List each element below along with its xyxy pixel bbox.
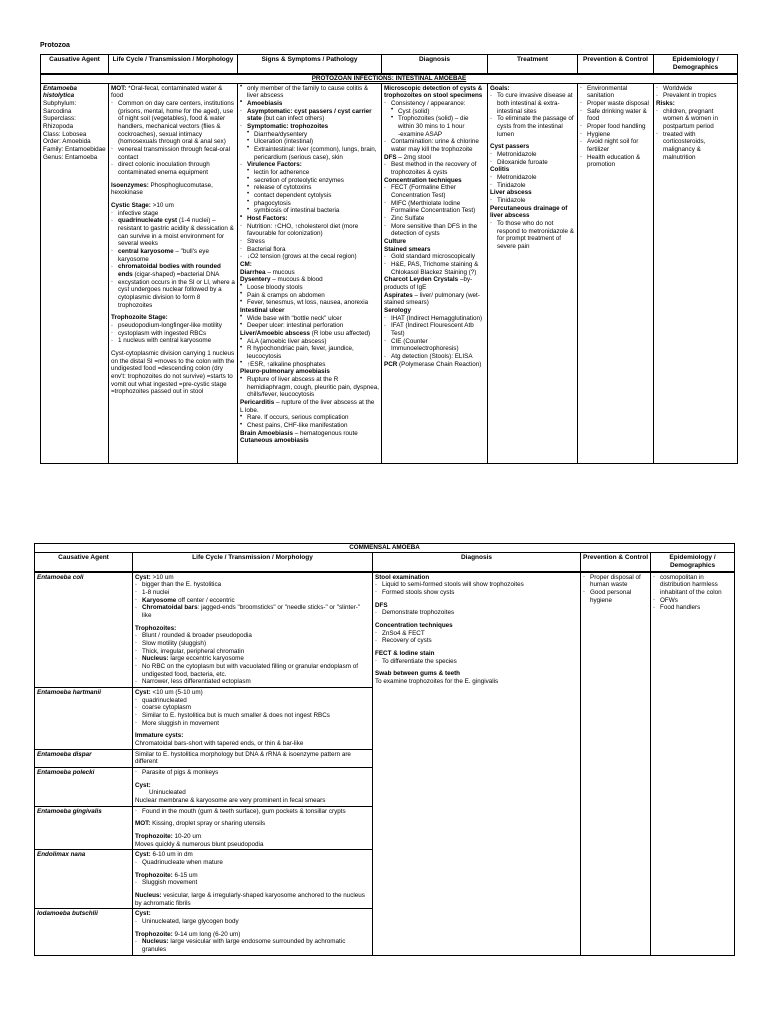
- agent-cell: [41, 83, 109, 463]
- list-item: ◦ coarse cytoplasm: [135, 704, 370, 712]
- aspirates-text: – liver/ pulmonary (wet-stained smears): [384, 291, 480, 307]
- tropho-text: 10-20 um: [174, 833, 202, 840]
- diagnosis-cell: [373, 572, 581, 956]
- charcot-label: Charcot Leyden Crystals: [384, 276, 459, 284]
- agent-name: Entamoeba histolytica: [43, 84, 77, 100]
- list-item: • lectin for adherence: [240, 169, 379, 177]
- list-item: ◦ Parasite of pigs & monkeys: [135, 769, 370, 777]
- isoenzymes-text: Phosphoglucomutase, hexokinase: [111, 181, 213, 197]
- list-item: ◦ Formed stools show cysts: [375, 589, 578, 597]
- list-item: ◦ Found in the mouth (gum & teeth surface), gum pockets & tonsillar crypts: [135, 808, 370, 816]
- table-header-row: [35, 552, 735, 571]
- dfs-label: DFS: [384, 153, 397, 161]
- list-item: [135, 604, 370, 619]
- lifecycle-cell: [133, 806, 373, 850]
- list-item: ◦ Avoid night soil for fertilizer: [580, 138, 651, 153]
- immature-label: Immature cysts:: [135, 732, 184, 740]
- chromatoidal-label: Chromatoidal bars: [142, 604, 198, 612]
- list-item: ◦ IFAT (Indirect Flourescent Atb Test): [384, 322, 485, 337]
- epidemiology-cell: [651, 572, 735, 956]
- list-item: ◦ Bacterial flora: [240, 246, 379, 254]
- list-item: • only member of the family to cause colitis & liver abscess: [240, 85, 379, 100]
- lifecycle-cell: [109, 83, 238, 463]
- column-header: Treatment: [488, 55, 578, 74]
- table-row: [35, 572, 735, 688]
- pcr-text: (Polymerase Chain Reaction): [399, 360, 482, 368]
- diarrhea-label: Diarrhea: [240, 268, 266, 276]
- list-item: [135, 597, 370, 605]
- cm-label: CM:: [240, 260, 252, 268]
- tropho-label: Trophozoite:: [135, 930, 173, 938]
- cystic-label: Cystic Stage:: [111, 201, 151, 209]
- quad-label: quadrinucleate cyst: [118, 217, 178, 225]
- pericarditis-label: Pericarditis: [240, 399, 275, 407]
- agent-name: Iodamoeba butschlii: [35, 909, 133, 955]
- list-item: ◦ Consistency / appearance:: [384, 100, 485, 108]
- list-item: • Fever, tenesmus, wt loss, nausea, anorexia: [240, 299, 379, 307]
- list-item: ◦ Diloxanide furoate: [490, 159, 575, 167]
- list-item: ◦ Sluggish movement: [135, 879, 370, 887]
- list-item: ◦ To differentiate the species: [375, 658, 578, 666]
- list-item: ◦ Quadrinucleate when mature: [135, 859, 370, 867]
- list-item: ◦ Nutrition: ↑CHO, ↑cholesterol diet (more favourable for colonization): [240, 223, 379, 238]
- column-header: Diagnosis: [373, 552, 581, 571]
- column-header: Life Cycle / Transmission / Morphology: [133, 552, 373, 571]
- dysentery-text: – mucous & blood: [272, 276, 323, 284]
- tropho-label: Trophozoite:: [135, 871, 173, 879]
- column-header: Epidemiology / Demographics: [654, 55, 738, 74]
- list-item: ◦ Liquid to semi-formed stools will show trophozoites: [375, 581, 578, 589]
- list-item: ◦ IHAT (Indirect Hemagglutination): [384, 315, 485, 323]
- brain-label: Brain Amoebiasis: [240, 429, 293, 437]
- list-item: ◦ infective stage: [111, 210, 235, 218]
- agent-name: Entamoeba dispar: [35, 749, 133, 767]
- protozoa-table: [40, 54, 738, 464]
- agent-name: Entamoeba polecki: [35, 767, 133, 806]
- cyst-label: Cyst:: [135, 851, 151, 859]
- chromatoidal-text: (cigar-shaped) =bacterial DNA: [134, 270, 220, 278]
- list-item: ◦ direct colonic inoculation through contaminated enema equipment: [111, 161, 235, 176]
- list-item: • R hypochondriac pain, fever, jaundice, leucocytosis: [240, 345, 379, 360]
- taxonomy-line: Family: Entamoebidae: [43, 145, 106, 153]
- list-item: ◦ Slow motility (sluggish): [135, 640, 370, 648]
- cyst-text: >10 um: [152, 573, 174, 581]
- list-item: ◦ Thick, irregular, peripheral chromatin: [135, 648, 370, 656]
- list-item: • Ulceration (intestinal): [240, 138, 379, 146]
- cyst-label: Cyst:: [135, 688, 151, 696]
- taxonomy-line: Subphylum: Sarcodina: [43, 99, 77, 115]
- list-item: ◦ Prevalent in tropics: [656, 92, 735, 100]
- list-item: • Rupture of liver abscess at the R hemidiaphragm, cough, pleuritic pain, dyspnea, chills/fever, leucocytosis: [240, 376, 379, 399]
- list-item: ◦ Tinidazole: [490, 197, 575, 205]
- ulcer-label: Intestinal ulcer: [240, 307, 285, 314]
- list-item: [240, 108, 379, 123]
- list-item: ◦ Health education & promotion: [580, 154, 651, 169]
- karyosome-text: off center / eccentric: [178, 596, 235, 604]
- list-item: • release of cytotoxins: [240, 184, 379, 192]
- lifecycle-cell: [133, 909, 373, 955]
- list-item: • Wide base with "bottle neck" ulcer: [240, 315, 379, 323]
- list-item: ◦ FECT (Formaline Ether Concentration Test): [384, 184, 485, 199]
- signs-cell: [238, 83, 382, 463]
- list-item: ◦ Good personal hygiene: [583, 589, 648, 604]
- column-header: Signs & Symptoms / Pathology: [238, 55, 382, 74]
- swab-text: To examine trophozoites for the E. gingivalis: [375, 677, 499, 685]
- serology-label: Serology: [384, 307, 411, 314]
- tropho-label: Trophozoite:: [135, 833, 173, 840]
- chromatoidal-label: chromatoidal bodies with rounded ends: [118, 263, 221, 278]
- mot-label: MOT:: [111, 84, 127, 92]
- aspirates-label: Aspirates: [384, 291, 413, 299]
- list-item: ◦ Environmental sanitation: [580, 85, 651, 100]
- karyosome-label: Karyosome: [142, 596, 177, 604]
- tropho-label: Trophozoite Stage:: [111, 314, 168, 322]
- list-item: ◦ Safe drinking water & food: [580, 108, 651, 123]
- list-item: ◦ ↓O2 tension (grows at the cecal region): [240, 253, 379, 261]
- table-header-row: [41, 55, 738, 74]
- agent-name: Entamoeba coli: [35, 572, 133, 688]
- agent-name: Endolimax nana: [35, 850, 133, 909]
- list-item: • phagocytosis: [240, 200, 379, 208]
- list-item: • ↑ESR, ↑alkaline phosphates: [240, 361, 379, 369]
- nucleus-text: vesicular, large & irregularly-shaped karyosome anchored to the nucleus by achromatic fibrils: [135, 892, 365, 907]
- cyst-text: Uninucleated: [149, 789, 186, 797]
- cyst-label: Cyst:: [135, 573, 151, 581]
- list-item: ◦ Metronidazole: [490, 151, 575, 159]
- asymptomatic-note: (but can infect others): [263, 115, 325, 123]
- list-item: • Trophozoites (solid) – die within 30 mins to 1 hour: [384, 115, 485, 130]
- list-item: ◦ Recovery of cysts: [375, 637, 578, 645]
- list-item: ◦ children, pregnant women & women in postpartum period: [656, 108, 735, 131]
- taxonomy-line: Class: Lobosea: [43, 130, 87, 138]
- list-item: • Extraintestinal: liver (common), lungs, brain, pericardium (serious case), skin: [240, 146, 379, 161]
- list-item: ◦ Stress: [240, 238, 379, 246]
- stained-label: Stained smears: [384, 245, 431, 253]
- mot-text: Kissing, droplet spray or sharing utensils: [152, 820, 266, 828]
- list-item: ◦ ZnSo4 & FECT: [375, 630, 578, 638]
- page-title: Protozoa: [40, 42, 70, 49]
- liver-label: Liver/Amoebic abscess: [240, 330, 311, 338]
- lifecycle-cell: [133, 850, 373, 909]
- treatment-cell: [488, 83, 578, 463]
- cyst-label: Cyst:: [135, 910, 151, 918]
- lifecycle-cell: [133, 572, 373, 688]
- list-item: ◦ To eliminate the passage of cysts from the intestinal lumen: [490, 115, 575, 138]
- list-item: ◦ Proper disposal of human waste: [583, 574, 648, 589]
- list-item: ◦ Metronidazole: [490, 174, 575, 182]
- liver-text: (R lobe usu affected): [311, 330, 371, 338]
- tropho-label: Trophozoites:: [135, 624, 177, 632]
- list-item: ◦ cosmopolitan in distribution harmless inhabitant of the colon: [653, 574, 732, 597]
- list-item: • Host Factors:: [240, 215, 379, 223]
- list-item: ◦ To cure invasive disease at both intestinal & extra-intestinal sites: [490, 92, 575, 115]
- list-item: • secretion of proteolytic enzymes: [240, 177, 379, 185]
- list-item: ◦ Proper waste disposal: [580, 100, 651, 108]
- tropho-text: Moves quickly & numerous blunt pseudopodia: [135, 840, 264, 848]
- list-item: ◦ quadrinucleated: [135, 697, 370, 705]
- list-item: ◦ MIFC (Merthiolate Iodine Formaline Concentration Test): [384, 200, 485, 215]
- list-item: ◦ Gold standard microscopically: [384, 253, 485, 261]
- goals-label: Goals:: [490, 84, 510, 92]
- list-item: • Diarrhea/dysentery: [240, 131, 379, 139]
- list-item: ◦ Common on day care centers, institutions (prisons, mental, home for the aged), use of night soil (vegetables), food & water handlers, mechanical vectors (flies & cockroaches), sexual intimacy (homosexuals through oral & anal sex): [111, 100, 235, 146]
- brain-text: – hematogenous route: [294, 429, 358, 437]
- list-item: ◦ To those who do not respond to metronidazole & for prompt treatment of severe pain: [490, 220, 575, 251]
- list-item: • Pain & cramps on abdomen: [240, 292, 379, 300]
- mot-label: MOT:: [135, 820, 151, 828]
- list-item: [135, 938, 370, 953]
- list-item: ◦ Proper food handling: [580, 123, 651, 131]
- pericarditis-text: – rupture of the liver abscess at the L lobe.: [240, 399, 375, 414]
- list-item: ◦ 1-8 nuclei: [135, 589, 370, 597]
- list-item: ◦ OFWs: [653, 597, 732, 605]
- dfs-text: – 2mg stool: [398, 153, 431, 161]
- list-item: ◦ CIE (Counter Immunoelectrophoresis): [384, 338, 485, 353]
- list-item: ◦ Worldwide: [656, 85, 735, 93]
- list-item: ◦ More sensitive than DFS in the detection of cysts: [384, 223, 485, 238]
- section-title: [41, 74, 738, 83]
- list-item: ◦ Virulence Factors:: [240, 161, 379, 169]
- cyst-text: 6-10 um in dm: [152, 851, 193, 859]
- list-item: ◦ Similar to E. hystolitica but is much smaller & does not ingest RBCs: [135, 712, 370, 720]
- list-item: ◦ excystation occurs in the SI or LI, where a cyst undergoes nuclear followed by a cytoplasmic division to form 8 trophozoites: [111, 279, 235, 310]
- list-item: • Loose bloody stools: [240, 284, 379, 292]
- list-item: • Cyst (solid): [384, 108, 485, 116]
- table-row: [41, 83, 738, 463]
- nucleus-text: large eccentric karyosome: [170, 655, 244, 663]
- list-item: • symbiosis of intestinal bacteria: [240, 207, 379, 215]
- list-item: ◦ Demonstrate trophozoites: [375, 609, 578, 617]
- mot-text: *Oral-fecal, contaminated water & food: [111, 84, 223, 100]
- list-item: ◦ 1 nucleus with central karyosome: [111, 337, 235, 345]
- tropho-text: 6-15 um: [174, 871, 198, 879]
- cyst-text: <10 um (5-10 um): [152, 688, 203, 696]
- nucleus-label: Nucleus:: [135, 892, 162, 900]
- culture-label: Culture: [384, 237, 407, 245]
- list-item: ◦ treated with corticosteroids, malignancy & malnutrition: [656, 131, 735, 162]
- agent-name: Entamoeba hartmanii: [35, 687, 133, 749]
- consistency-tail: -examine ASAP: [398, 130, 443, 138]
- list-item: ◦ Tinidazole: [490, 182, 575, 190]
- charcot-text: –by-products of IgE: [384, 276, 473, 291]
- list-item: ◦ Symptomatic: trophozoites: [240, 123, 379, 131]
- section-title-text: COMMENSAL AMOEBA: [349, 544, 420, 551]
- pleuro-label: Pleuro-pulmonary amoebiasis: [240, 368, 330, 376]
- list-item: ◦ venereal transmission through fecal-oral contact: [111, 146, 235, 161]
- column-header: Causative Agent: [41, 55, 109, 74]
- cyst-label: Cyst:: [135, 781, 151, 789]
- nucleus-label: Nucleus:: [142, 655, 169, 663]
- column-header: Prevention & Control: [578, 55, 654, 74]
- list-item: ◦ cystoplasm with ingested RBCs: [111, 330, 235, 338]
- conc-label: Concentration techniques: [375, 621, 453, 629]
- lifecycle-cell: [133, 687, 373, 749]
- section-title: [35, 544, 735, 553]
- quad-text: (1-4 nuclei) – resistant to gastric acidity & dessication & can survive in a moist environment for several weeks: [118, 217, 234, 248]
- lifecycle-cell: Similar to E. hystolitica morphology but DNA & rRNA & isoenzyme pattern are different: [133, 749, 373, 767]
- column-header: Causative Agent: [35, 552, 133, 571]
- liver-abscess-label: Liver abscess: [490, 189, 532, 197]
- conc-label: Concentration techniques: [384, 176, 462, 184]
- list-item: ◦ Best method in the recovery of trophozoites & cysts: [384, 161, 485, 176]
- list-item: ◦ No RBC on the cytoplasm but with vacuolated filling or granular endoplasm of undigested food, bacteria, etc.: [135, 663, 370, 678]
- list-item: ◦ Contamination: urine & chlorine water may kill the trophozoite: [384, 138, 485, 153]
- agent-name: Entamoeba gingivalis: [35, 806, 133, 850]
- epidemiology-cell: [654, 83, 738, 463]
- list-item: ◦ More sluggish in movement: [135, 720, 370, 728]
- list-item: • contact dependent cytolysis: [240, 192, 379, 200]
- colitis-label: Colitis: [490, 166, 510, 174]
- column-header: Life Cycle / Transmission / Morphology: [109, 55, 238, 74]
- list-item: ◦ Hygiene: [580, 131, 651, 139]
- list-item: ◦ pseudopodium-longfinger-like motility: [111, 322, 235, 330]
- risks-label: Risks:: [656, 99, 675, 107]
- central-label: central karyosome: [118, 247, 174, 255]
- prevention-cell: [581, 572, 651, 956]
- central-text: – "bull's eye karyosome: [118, 247, 209, 263]
- dfs-label: DFS: [375, 601, 388, 609]
- list-item: [111, 248, 235, 263]
- cyst-text: Nuclear membrane & karyosome are very prominent in fecal smears: [135, 796, 326, 804]
- taxonomy-line: Genus: Entamoeba: [43, 153, 98, 161]
- cytoplasmic-paragraph: Cyst-cytoplasmic division carrying 1 nucleus on the distal SI =moves to the colon with the undigested food =descending colon (dry env't: trophozoites do not survive) =starts to vomit out what ingested =pre-cystic stage =trophozoites passed out in stool: [111, 350, 235, 396]
- list-item: ◦ Food handlers: [653, 604, 732, 612]
- list-item: ◦ Narrower, less differentiated ectoplasm: [135, 678, 370, 686]
- column-header: Prevention & Control: [581, 552, 651, 571]
- list-item: ◦ Zinc Sulfate: [384, 215, 485, 223]
- list-item: ◦ Atg detection (Stools): ELISA: [384, 353, 485, 361]
- nucleus-label: Nucleus:: [142, 938, 169, 946]
- swab-label: Swab between gums & teeth: [375, 670, 461, 678]
- cutaneous-label: Cutaneous amoebiasis: [240, 437, 309, 445]
- nucleus-text: large vesicular with large endosome surrounded by achromatic granules: [142, 938, 346, 954]
- list-item: [111, 263, 235, 278]
- tropho-text: 9-14 um long (6-20 um): [174, 930, 241, 938]
- list-item: ◦ Blunt / rounded & broader pseudopodia: [135, 632, 370, 640]
- prevention-cell: [578, 83, 654, 463]
- immature-text: Chromatoidal bars-short with tapered ends, or thin & bar-like: [135, 739, 304, 747]
- pcr-label: PCR: [384, 360, 398, 368]
- chromatoidal-text: : jagged-ends "broomsticks" or "needle sticks-" or "slinter-" like: [142, 604, 361, 619]
- lifecycle-cell: [133, 767, 373, 806]
- commensal-table: [34, 543, 735, 956]
- cystic-text: >10 um: [152, 201, 174, 209]
- list-item: • Rare. If occurs, serious complication: [240, 414, 379, 422]
- micro-label: Microscopic detection of cysts & trophozoites on stool specimens: [384, 84, 483, 100]
- asymptomatic-label: Asymptomatic: cyst passers / cyst carrier state: [247, 107, 372, 123]
- dysentery-label: Dysentery: [240, 276, 271, 284]
- list-item: • Chest pains, CHF-like manifestation: [240, 422, 379, 430]
- list-item: • ALA (amoebic liver abscess): [240, 338, 379, 346]
- perc-label: Percutaneous drainage of liver abscess: [490, 204, 568, 220]
- stool-label: Stool examination: [375, 573, 430, 581]
- section-title-text: PROTOZOAN INFECTIONS: INTESTINAL AMOEBAE: [311, 74, 467, 82]
- taxonomy-line: Superclass: Rhizopoda: [43, 115, 76, 130]
- list-item: • Deeper ulcer: intestinal perforation: [240, 322, 379, 330]
- list-item: ◦ H&E, PAS, Trichome staining & Chlokasol Blackez Staining (?): [384, 261, 485, 276]
- list-item: • Amoebiasis: [240, 100, 379, 108]
- list-item: [111, 217, 235, 248]
- list-item: [135, 655, 370, 663]
- list-item: ◦ bigger than the E. hystolitica: [135, 581, 370, 589]
- column-header: Epidemiology / Demographics: [651, 552, 735, 571]
- column-header: Diagnosis: [382, 55, 488, 74]
- diarrhea-text: – mucous: [267, 268, 295, 276]
- fect-label: FECT & Iodine stain: [375, 649, 435, 657]
- list-item: ◦ Uninucleated, large glycogen body: [135, 918, 370, 926]
- cyst-passers-label: Cyst passers: [490, 143, 530, 151]
- taxonomy-line: Order: Amoebida: [43, 138, 91, 146]
- diagnosis-cell: [382, 83, 488, 463]
- isoenzymes-label: Isoenzymes:: [111, 181, 149, 189]
